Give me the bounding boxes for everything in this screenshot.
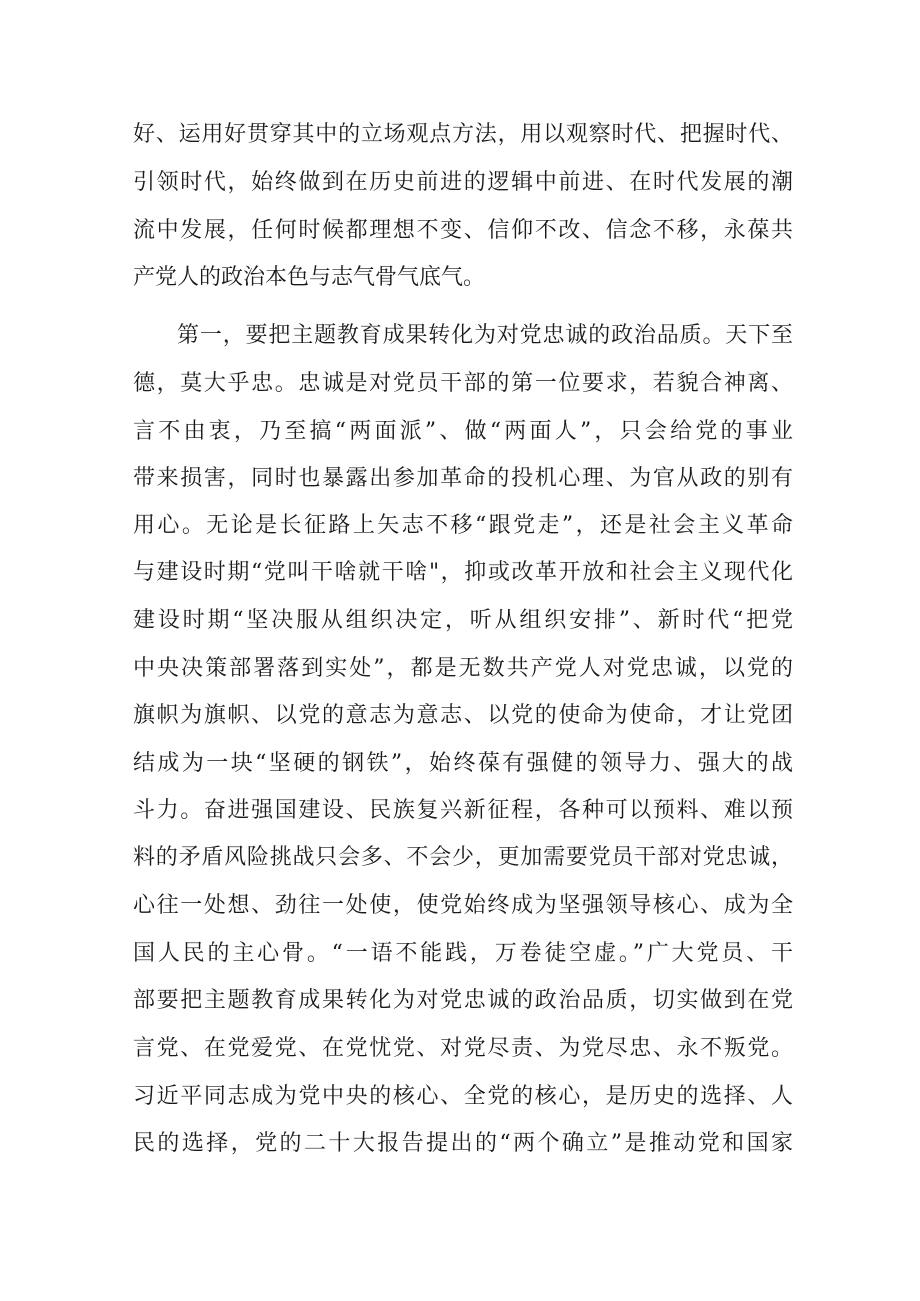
- text-line: 带来损害，同时也暴露出参加革命的投机心理、为官从政的别有: [133, 466, 793, 491]
- text-line: 斗力。奋进强国建设、民族复兴新征程，各种可以预料、难以预: [133, 798, 793, 823]
- text-line: 言不由衷，乃至搞“两面派”、做“两面人”，只会给党的事业: [133, 419, 793, 444]
- text-line: 习近平同志成为党中央的核心、全党的核心，是历史的选择、人: [133, 1084, 793, 1109]
- text-line: 流中发展，任何时候都理想不变、信仰不改、信念不移，永葆共: [133, 218, 793, 243]
- text-line: 引领时代，始终做到在历史前进的逻辑中前进、在时代发展的潮: [133, 170, 793, 195]
- text-line: 部要把主题教育成果转化为对党忠诚的政治品质，切实做到在党: [133, 988, 793, 1013]
- text-line: 与建设时期“党叫干啥就干啥"，抑或改革开放和社会主义现代化: [133, 560, 793, 585]
- text-line: 言党、在党爱党、在党忧党、对党尽责、为党尽忠、永不叛党。: [133, 1036, 793, 1061]
- text-line: 产党人的政治本色与志气骨气底气。: [133, 265, 486, 290]
- text-line: 建设时期“坚决服从组织决定，听从组织安排”、新时代“把党: [133, 608, 793, 633]
- text-line: 第一，要把主题教育成果转化为对党忠诚的政治品质。天下至: [177, 323, 793, 348]
- text-line: 用心。无论是长征路上矢志不移“跟党走”，还是社会主义革命: [133, 513, 793, 538]
- text-line: 心往一处想、劲往一处使，使党始终成为坚强领导核心、成为全: [133, 893, 793, 918]
- text-line: 结成为一块“坚硬的钢铁”，始终葆有强健的领导力、强大的战: [133, 751, 793, 776]
- text-line: 料的矛盾风险挑战只会多、不会少，更加需要党员干部对党忠诚，: [133, 845, 793, 870]
- text-line: 民的选择，党的二十大报告提出的“两个确立”是推动党和国家: [133, 1131, 793, 1156]
- text-line: 德，莫大乎忠。忠诚是对党员干部的第一位要求，若貌合神离、: [133, 371, 793, 396]
- text-line: 国人民的主心骨。“一语不能践，万卷徒空虚。”广大党员、干: [133, 941, 793, 966]
- text-line: 好、运用好贯穿其中的立场观点方法，用以观察时代、把握时代、: [133, 122, 793, 147]
- text-line: 中央决策部署落到实处”，都是无数共产党人对党忠诚，以党的: [133, 656, 793, 681]
- text-line: 旗帜为旗帜、以党的意志为意志、以党的使命为使命，才让党团: [133, 703, 793, 728]
